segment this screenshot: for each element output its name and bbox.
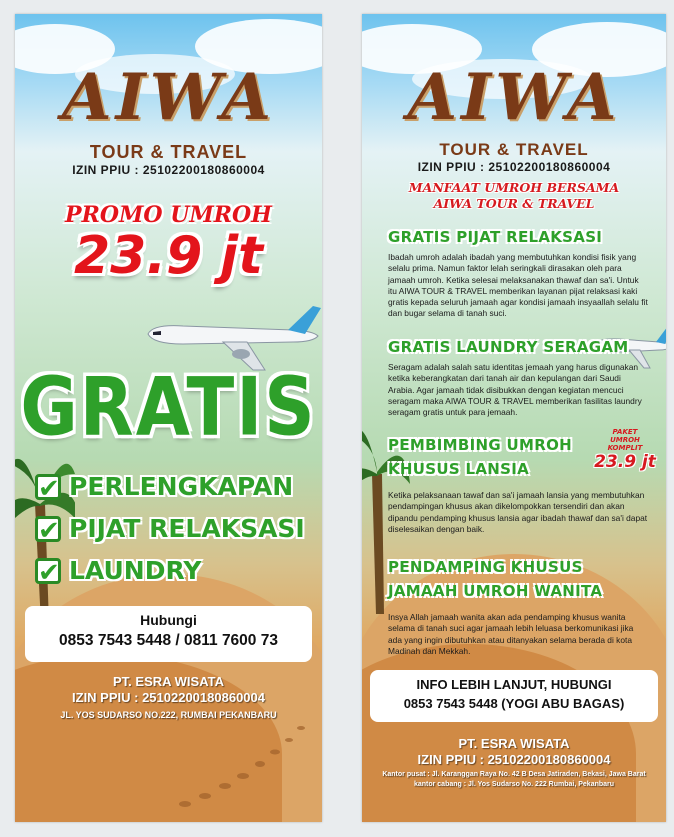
manfaat-line: MANFAAT UMROH BERSAMA bbox=[408, 180, 620, 195]
checkmark-icon: ✔ bbox=[35, 516, 61, 542]
info-box bbox=[370, 670, 658, 722]
footprints-icon bbox=[165, 704, 315, 814]
brand-logo: AIWA bbox=[407, 60, 621, 135]
brand-tagline: TOUR & TRAVEL bbox=[89, 142, 248, 162]
company-name: PT. ESRA WISATA bbox=[458, 736, 570, 751]
contact-box bbox=[25, 606, 312, 662]
paket-badge bbox=[586, 428, 664, 472]
promo-banner-left bbox=[15, 14, 322, 822]
section-title: JAMAAH UMROH WANITA bbox=[388, 582, 603, 600]
badge-line: PAKET bbox=[612, 428, 638, 436]
section-body: Seragam adalah salah satu identitas jemaah yang harus digunakan ketika keberangkatan dari tanah air dan kepulangan dari Saudi Arabia. Agar jamaah tidak disibukkan dengan kegiatan mencuci seragam maka AIWA TOUR & TRAVEL memberikan fasilitas laundry seragam gratis untuk para jemaah. bbox=[388, 362, 642, 418]
section-body: Insya Allah jamaah wanita akan ada pendamping khusus wanita selama di tanah suci agar jamaah lebih leluasa berkomunikasi jika ada yang ingin dibutuhkan atau ditanyakan selama berada di kota Madinah dan Mekkah. bbox=[388, 612, 634, 656]
company-address: kantor cabang : Jl. Yos Sudarso No. 222 Rumbai, Pekanbaru bbox=[413, 781, 615, 788]
gratis-heading: GRATIS bbox=[20, 359, 317, 455]
brand-logo: AIWA bbox=[61, 60, 276, 135]
checkmark-icon: ✔ bbox=[35, 474, 61, 500]
benefit-label: PIJAT RELAKSASI bbox=[69, 514, 305, 543]
contact-label: Hubungi bbox=[140, 612, 197, 628]
benefit-item bbox=[35, 556, 202, 588]
promo-banner-right bbox=[362, 14, 666, 822]
company-name: PT. ESRA WISATA bbox=[113, 674, 224, 689]
manfaat-heading bbox=[362, 180, 666, 212]
section-body: Ketika pelaksanaan tawaf dan sa'i jamaah lansia yang membutuhkan pendampingan khusus akan dikelompokkan tersendiri dan akan dipandu pendamping khusus lansia agar ibadah thawaf dan sa'i dapat diselesaikan dengan baik. bbox=[388, 490, 648, 534]
badge-line: KOMPLIT bbox=[607, 444, 643, 452]
brand-tagline: TOUR & TRAVEL bbox=[439, 140, 589, 159]
manfaat-line: AIWA TOUR & TRAVEL bbox=[433, 196, 595, 211]
promo-price: 23.9 jt bbox=[73, 226, 264, 286]
checkmark-icon: ✔ bbox=[35, 558, 61, 584]
company-address: JL. YOS SUDARSO NO.222, RUMBAI PEKANBARU bbox=[60, 710, 277, 720]
izin-ppiu: IZIN PPIU : 25102200180860004 bbox=[72, 163, 265, 177]
section-title: KHUSUS LANSIA bbox=[388, 460, 529, 478]
info-phone: 0853 7543 5448 (YOGI ABU BAGAS) bbox=[403, 696, 625, 711]
benefit-item bbox=[35, 472, 294, 504]
section-title: PENDAMPING KHUSUS bbox=[388, 558, 583, 576]
benefit-item bbox=[35, 514, 305, 546]
company-address: Kantor pusat : Jl. Karanggan Raya No. 42 B Desa Jatiraden, Bekasi, Jawa Barat bbox=[382, 771, 646, 778]
section-body: Ibadah umroh adalah ibadah yang membutuhkan kondisi fisik yang selalu prima. Namun faktor lelah seringkali dirasakan oleh para jamaah umroh. Ketika selesai melaksanakan thawaf dan sa'i. Untuk itu AIWA TOUR & TRAVEL memberikan layanan pijat relaksasi kaki gratis kepada seluruh jamaah agar kondisi jamaah insyaallah selalu fit dan bugar selama di tanah suci. bbox=[388, 252, 648, 319]
badge-price: 23.9 jt bbox=[594, 452, 656, 472]
info-label: INFO LEBIH LANJUT, HUBUNGI bbox=[416, 677, 612, 692]
section-title: PEMBIMBING UMROH bbox=[388, 436, 572, 454]
izin-ppiu: IZIN PPIU : 25102200180860004 bbox=[417, 160, 611, 174]
promo-title: PROMO UMROH bbox=[65, 202, 272, 228]
section-title: GRATIS LAUNDRY SERAGAM bbox=[388, 338, 629, 356]
section-title: GRATIS PIJAT RELAKSASI bbox=[388, 228, 603, 246]
company-izin: IZIN PPIU : 25102200180860004 bbox=[72, 690, 265, 705]
benefit-label: PERLENGKAPAN bbox=[69, 472, 294, 501]
badge-line: UMROH bbox=[610, 436, 640, 444]
contact-phones: 0853 7543 5448 / 0811 7600 73 bbox=[59, 632, 278, 649]
company-izin: IZIN PPIU : 25102200180860004 bbox=[417, 752, 611, 767]
benefit-label: LAUNDRY bbox=[69, 556, 202, 585]
